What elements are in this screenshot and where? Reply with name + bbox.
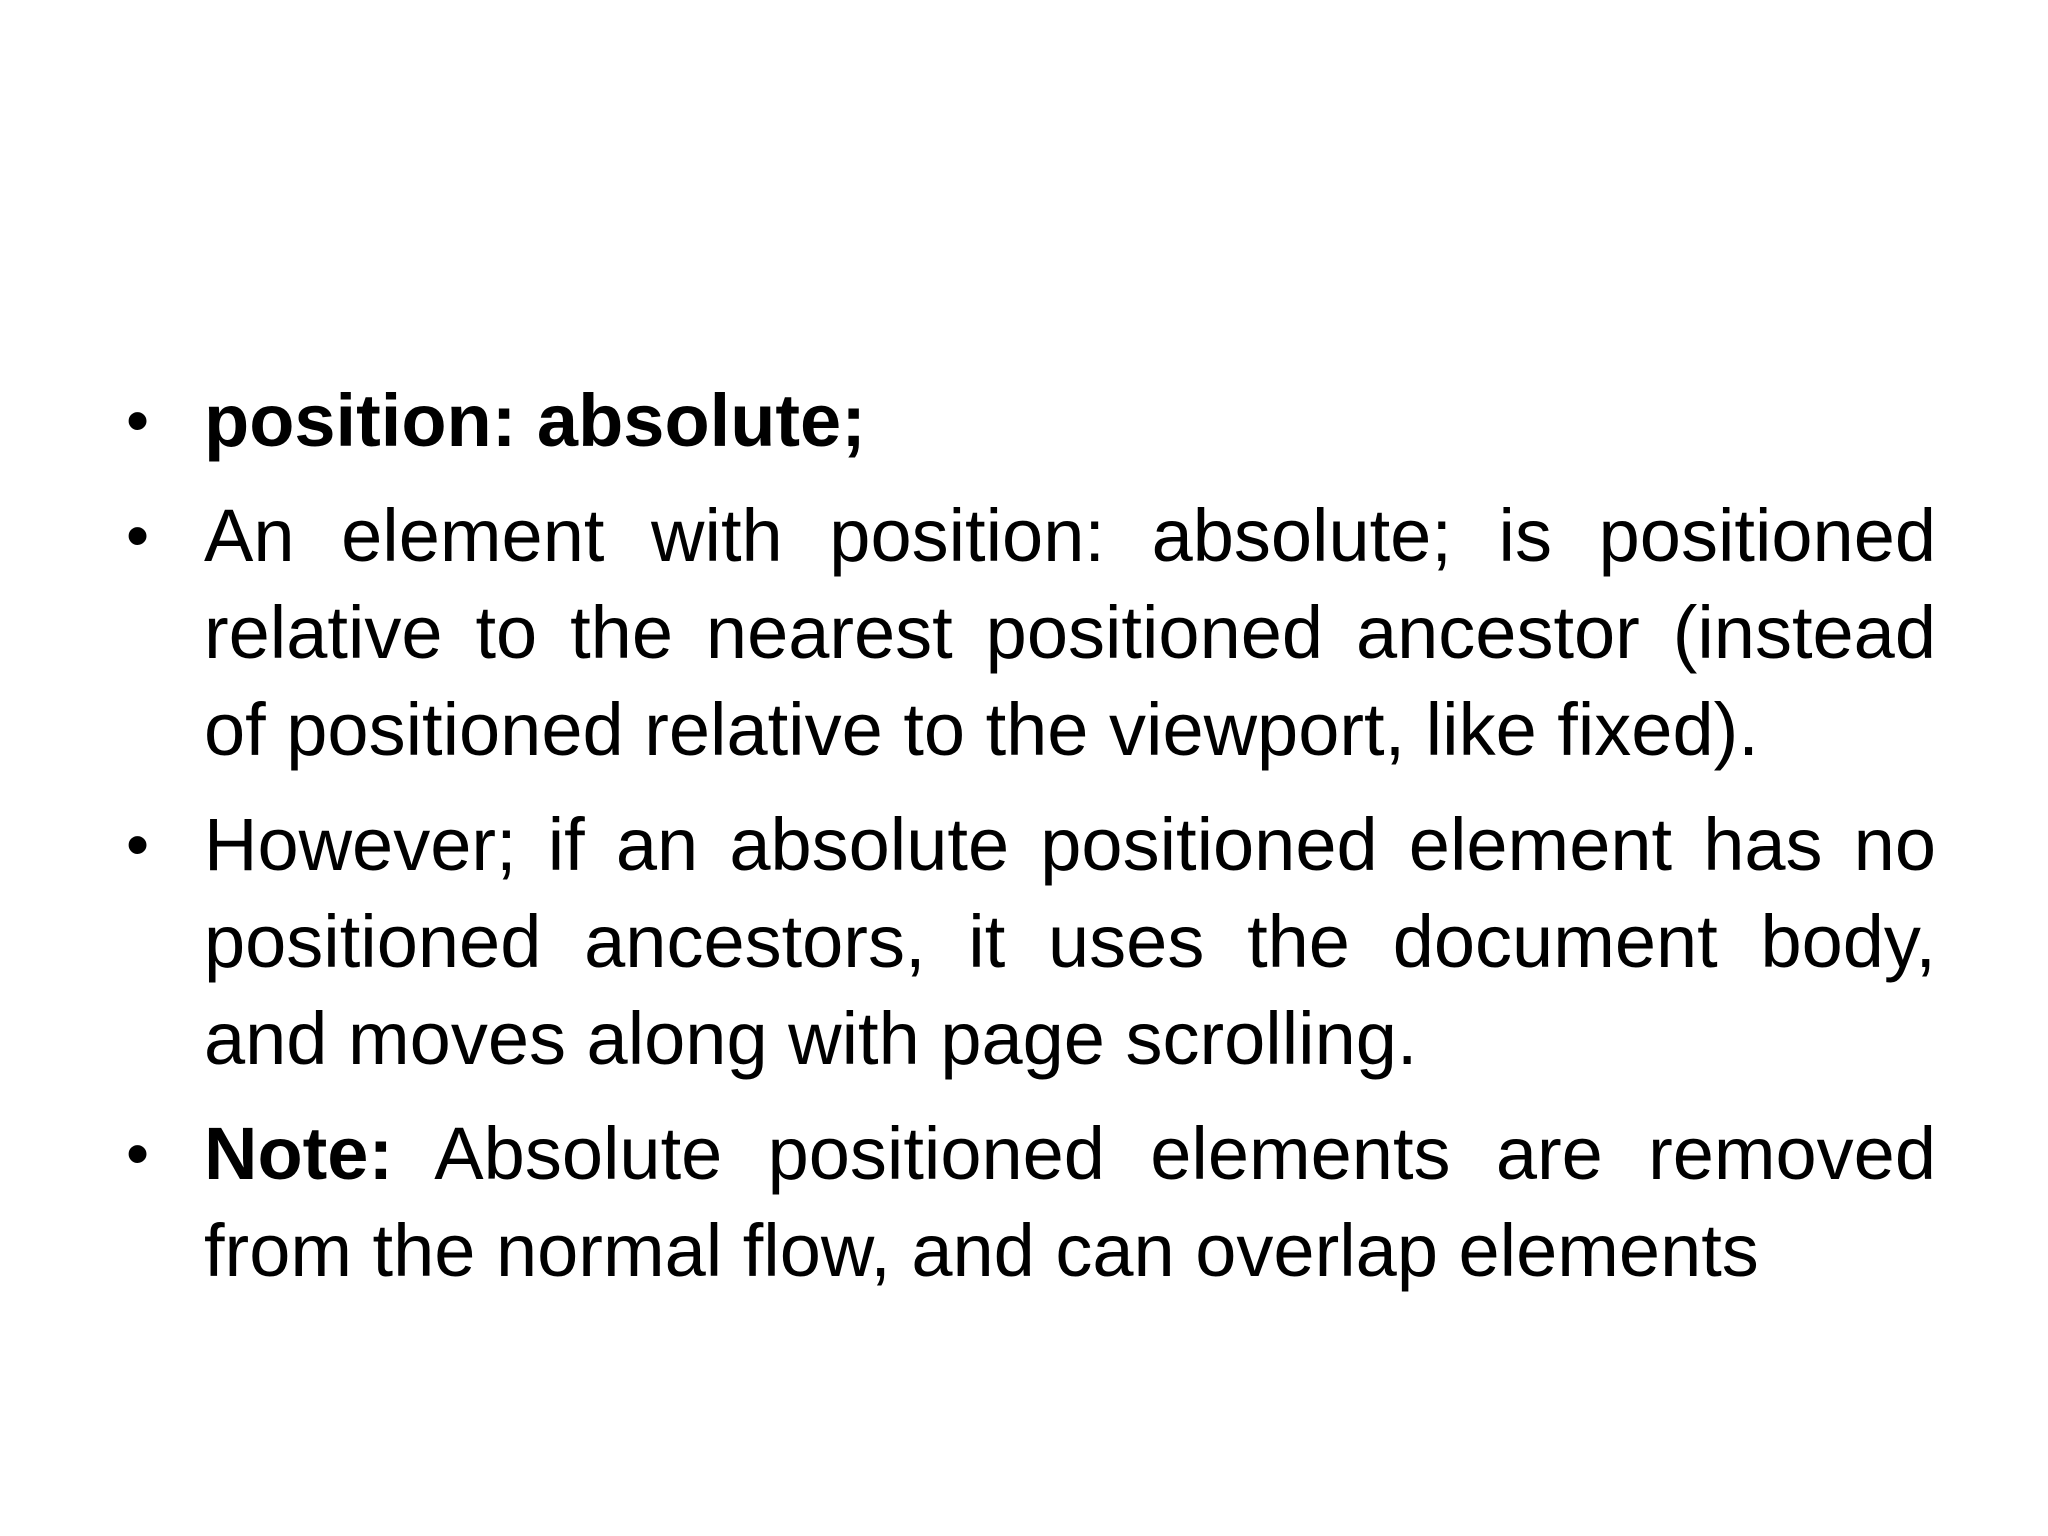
bullet-text: An element with position: absolute; is positioned relative to the nearest positioned ancestor (instead of positioned relative to the viewport, like fixed). <box>204 494 1936 771</box>
bullet-item-definition <box>126 487 1936 778</box>
bullet-dot-icon: • <box>126 498 150 572</box>
bullet-dot-icon: • <box>126 383 150 457</box>
bullet-list <box>126 372 1936 1317</box>
bullet-heading: position: absolute; <box>204 379 866 462</box>
bullet-dot-icon: • <box>126 1116 150 1190</box>
bullet-item-note <box>126 1105 1936 1299</box>
bullet-text: However; if an absolute positioned element has no positioned ancestors, it uses the document body, and moves along with page scrolling. <box>204 803 1936 1080</box>
bullet-dot-icon: • <box>126 807 150 881</box>
bullet-text: Absolute positioned elements are removed from the normal flow, and can overlap elements <box>204 1112 1936 1292</box>
note-label: Note: <box>204 1112 394 1195</box>
bullet-item-however <box>126 796 1936 1087</box>
bullet-item-position-absolute <box>126 372 1936 469</box>
